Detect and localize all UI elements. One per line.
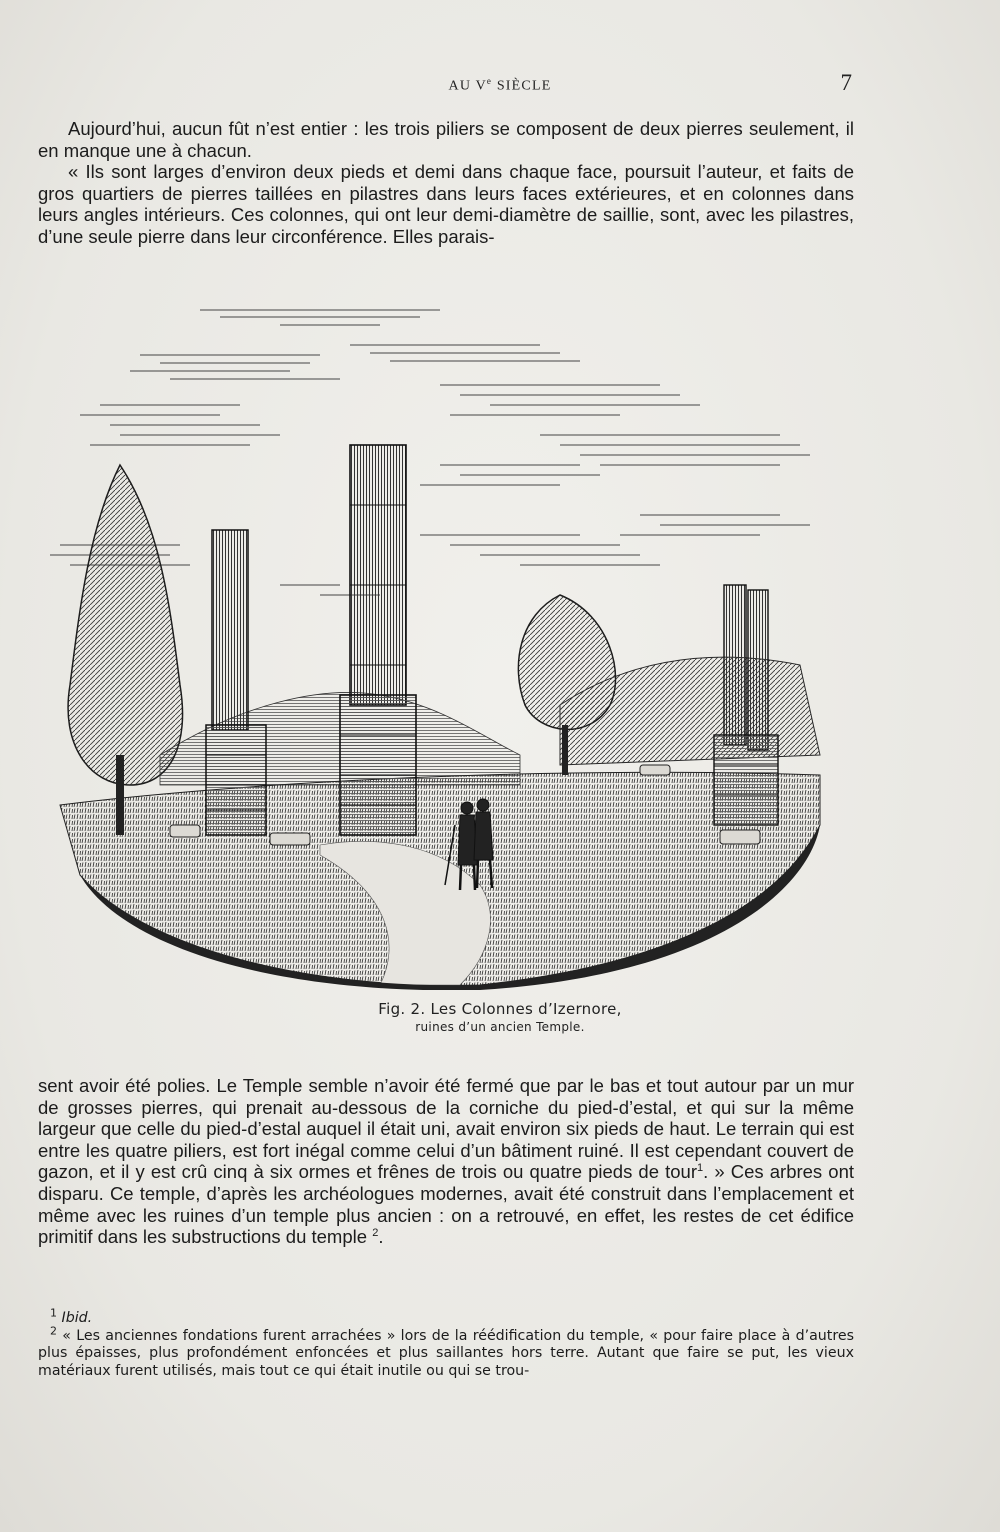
right-columns (714, 585, 778, 825)
footnote-2-text: « Les anciennes fondations furent arrachées » lors de la réédification du temple, « pour faire place à d’autres plus épaisses, plus profondément enfoncées et plus saillantes hors terre. Autant que faire se put, les vieux matériaux furent utilisés, mais tout ce qui était inutile ou qui se trou- (38, 1327, 854, 1379)
engraving-illustration (20, 285, 860, 990)
central-pillar (340, 445, 416, 835)
footnote-1 (38, 1306, 854, 1328)
paragraph-3-part-2: . » Ces arbres ont disparu. Ce temple, d’après les archéologues modernes, avait été construit dans l’emplacement et même avec les ruines d’un temple plus ancien : on a retrouvé, en effet, les restes de cet édifice primitif dans les substructions du temple (38, 1161, 854, 1248)
page-number: 7 (840, 70, 852, 95)
running-head-superscript: e (486, 76, 493, 86)
footnote-1-number: 1 (50, 1306, 57, 1320)
bottom-text-block (38, 1075, 854, 1248)
paragraph-3-part-3: . (378, 1226, 384, 1248)
page-header (0, 70, 1000, 100)
running-head-text: AU V (448, 78, 487, 94)
sky-clouds (50, 310, 810, 595)
caption-title: Fig. 2. Les Colonnes d’Izernore, (378, 1000, 622, 1018)
paragraph-1: Aujourd’hui, aucun fût n’est entier : les trois piliers se composent de deux pierres seulement, il en manque une à chacun. (38, 118, 854, 161)
caption-subtitle: ruines d’un ancien Temple. (415, 1020, 585, 1034)
paragraph-3 (38, 1075, 854, 1248)
paragraph-3-part-1: sent avoir été polies. Le Temple semble n’avoir été fermé que par le bas et tout autour par un mur de grosses pierres, qui prenait au-dessous de la corniche du pied-d’estal, et qui sur la même largeur que celle du pied-d’estal auquel il était uni, avait environ six pieds de haut. Le terrain qui est entre les quatre piliers, est fort inégal comme celui d’un bâtiment ruiné. Il est cependant couvert de gazon, et il y est crû cinq à six ormes et frênes de trois ou quatre pieds de tour (38, 1075, 854, 1183)
figure-caption (0, 1000, 1000, 1034)
footnotes (38, 1306, 854, 1380)
engraving-svg (20, 285, 860, 990)
footnote-2 (38, 1323, 854, 1381)
running-head-end: SIÈCLE (492, 78, 552, 94)
footnote-ref-1: 1 (696, 1162, 704, 1175)
footnote-1-text: Ibid. (61, 1310, 93, 1326)
footnote-ref-2: 2 (372, 1227, 379, 1239)
left-column (206, 530, 266, 835)
footnote-2-number: 2 (50, 1323, 57, 1337)
top-text-block (38, 118, 854, 248)
paragraph-2: « Ils sont larges d’environ deux pieds et demi dans chaque face, poursuit l’auteur, et faits de gros quartiers de pierres taillées en pilastres dans leurs faces extérieures, et en colonnes dans leurs angles intérieurs. Ces colonnes, qui ont leur demi-diamètre de saillie, sont, avec les pilastres, d’une seule pierre dans leur circonférence. Elles parais- (38, 161, 854, 247)
